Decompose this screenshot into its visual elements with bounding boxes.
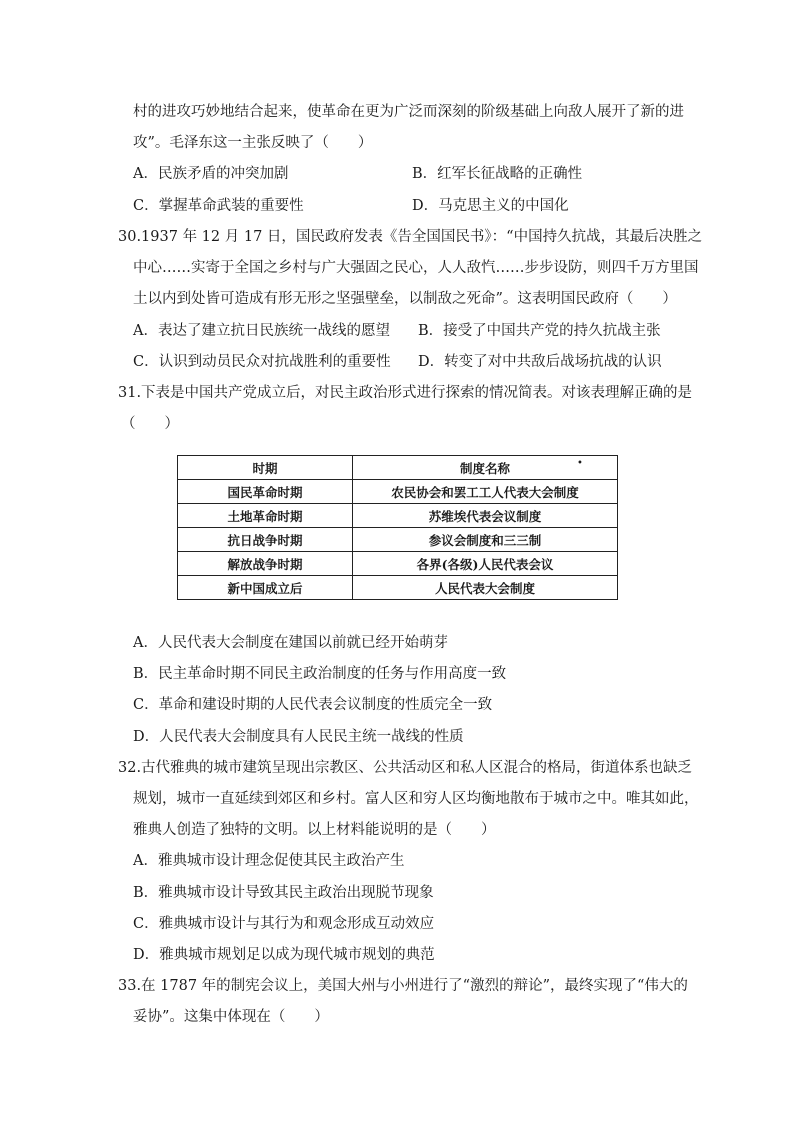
q30-stem-line1: 30.1937 年 12 月 17 日，国民政府发表《告全国国民书》：“中国持久抗战，其最后决胜之 <box>118 229 703 245</box>
democracy-system-table <box>177 455 618 600</box>
table-row <box>178 504 618 528</box>
q30-stem-line2: 中心……实寄于全国之乡村与广大强固之民心，人人敌忾……步步设防，则四千万方里国 <box>133 260 699 276</box>
q32-stem-line2: 规划，城市一直延续到郊区和乡村。富人区和穷人区均衡地散布于城市之中。唯其如此， <box>133 791 699 807</box>
table-cell: 各界(各级)人民代表会议 <box>353 552 618 576</box>
q31-option-b: B．民主革命时期不同民主政治制度的任务与作用高度一致 <box>133 666 507 682</box>
q32-stem-line1: 32.古代雅典的城市建筑呈现出宗教区、公共活动区和私人区混合的格局，街道体系也缺乏 <box>118 760 693 776</box>
q29-stem-line2: 攻”。毛泽东这一主张反映了（ ） <box>133 135 373 151</box>
q33-stem-line1: 33.在 1787 年的制宪会议上，美国大州与小州进行了“激烈的辩论”，最终实现了“伟大的 <box>118 978 688 994</box>
q31-stem-line1: 31.下表是中国共产党成立后，对民主政治形式进行探索的情况简表。对该表理解正确的是 <box>118 385 693 401</box>
table-cell: 参议会制度和三三制 <box>353 528 618 552</box>
q29-stem-line1: 村的进攻巧妙地结合起来，使革命在更为广泛而深刻的阶级基础上向敌人展开了新的进 <box>133 104 684 120</box>
q29-option-c: C．掌握革命武装的重要性 <box>133 198 304 214</box>
q32-option-b: B．雅典城市设计导致其民主政治出现脱节现象 <box>133 885 434 901</box>
q32-option-a: A．雅典城市设计理念促使其民主政治产生 <box>133 853 405 869</box>
q30-stem-line3: 土以内到处皆可造成有形无形之坚强壁垒，以制敌之死命”。这表明国民政府（ ） <box>133 291 677 307</box>
q30-option-a: A．表达了建立抗日民族统一战线的愿望 <box>133 323 390 339</box>
table-cell: 国民革命时期 <box>178 480 353 504</box>
q31-option-c: C．革命和建设时期的人民代表会议制度的性质完全一致 <box>133 697 493 713</box>
q32-option-d: D．雅典城市规划足以成为现代城市规划的典范 <box>133 947 435 963</box>
q32-stem-line3: 雅典人创造了独特的文明。以上材料能说明的是（ ） <box>133 822 496 838</box>
q31-option-d: D．人民代表大会制度具有人民民主统一战线的性质 <box>133 729 464 745</box>
table-row <box>178 480 618 504</box>
table-cell: 土地革命时期 <box>178 504 353 528</box>
q30-option-b: B．接受了中国共产党的持久抗战主张 <box>418 323 661 339</box>
q32-option-c: C．雅典城市设计与其行为和观念形成互动效应 <box>133 916 435 932</box>
table-header-row <box>178 456 618 480</box>
table-header: 时期 <box>178 456 353 480</box>
q29-option-a: A．民族矛盾的冲突加剧 <box>133 166 289 182</box>
table-row <box>178 576 618 600</box>
table-cell: 农民协会和罢工工人代表大会制度 <box>353 480 618 504</box>
table-cell: 人民代表大会制度 <box>353 576 618 600</box>
table-row <box>178 552 618 576</box>
q31-stem-line2: （ ） <box>121 416 179 432</box>
table-cell: 解放战争时期 <box>178 552 353 576</box>
scan-speck: • <box>577 458 583 469</box>
table-cell: 新中国成立后 <box>178 576 353 600</box>
table-row <box>178 528 618 552</box>
q31-option-a: A．人民代表大会制度在建国以前就已经开始萌芽 <box>133 635 448 651</box>
q29-option-d: D．马克思主义的中国化 <box>412 198 569 214</box>
table-cell: 苏维埃代表会议制度 <box>353 504 618 528</box>
q33-stem-line2: 妥协”。这集中体现在（ ） <box>133 1009 329 1025</box>
q29-option-b: B．红军长征战略的正确性 <box>412 166 583 182</box>
table-cell: 抗日战争时期 <box>178 528 353 552</box>
table-header: 制度名称 <box>353 456 618 480</box>
q30-option-d: D．转变了对中共敌后战场抗战的认识 <box>418 354 662 370</box>
q30-option-c: C．认识到动员民众对抗战胜利的重要性 <box>133 354 391 370</box>
